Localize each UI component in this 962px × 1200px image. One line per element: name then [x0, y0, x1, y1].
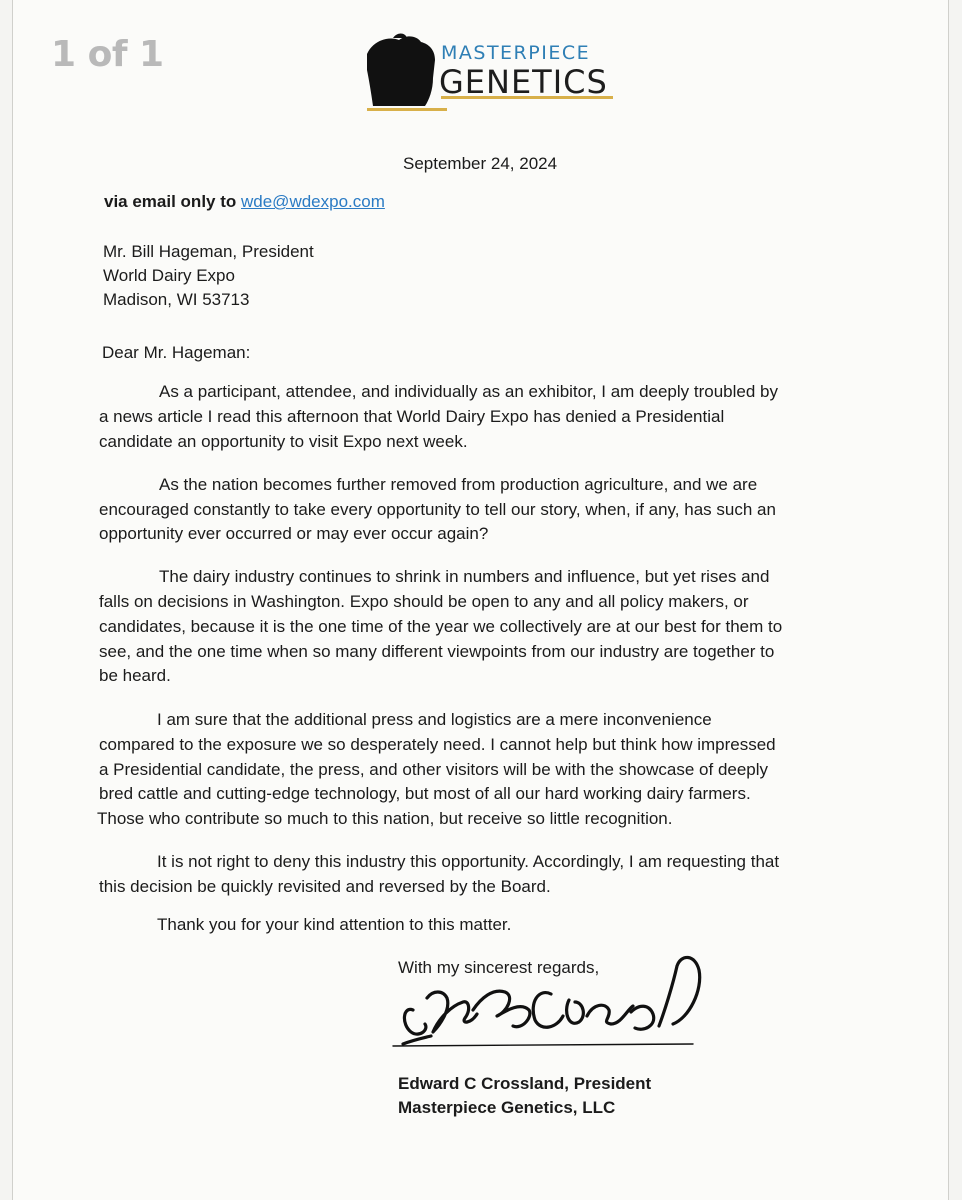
recipient-line: Mr. Bill Hageman, President — [103, 242, 314, 261]
body-line: bred cattle and cutting-edge technology, but most of all our hard working dairy farmers. — [99, 784, 751, 803]
body-line: As a participant, attendee, and individually as an exhibitor, I am deeply troubled by — [159, 382, 778, 401]
body-line: see, and the one time when so many different viewpoints from our industry are together to — [99, 642, 775, 661]
body-line: I am sure that the additional press and logistics are a mere inconvenience — [157, 710, 712, 729]
body-line: encouraged constantly to take every opportunity to tell our story, when, if any, has such an — [99, 500, 776, 519]
body-line: It is not right to deny this industry this opportunity. Accordingly, I am requesting that — [157, 852, 780, 871]
salutation: Dear Mr. Hageman: — [102, 343, 251, 362]
recipient-line: World Dairy Expo — [103, 266, 235, 285]
delivery-label: via email only to — [104, 192, 237, 211]
letter-date: September 24, 2024 — [403, 154, 558, 173]
body-line: a news article I read this afternoon that World Dairy Expo has denied a Presidential — [99, 407, 725, 426]
body-line: this decision be quickly revisited and reversed by the Board. — [99, 877, 551, 896]
signer-name: Edward C Crossland, President — [398, 1074, 652, 1093]
body-line: be heard. — [99, 666, 171, 685]
body-line: As the nation becomes further removed from production agriculture, and we are — [159, 475, 758, 494]
body-line: Those who contribute so much to this nation, but receive so little recognition. — [97, 809, 673, 828]
logo-wordmark-top: MASTERPIECE — [441, 42, 591, 64]
signer-company: Masterpiece Genetics, LLC — [398, 1098, 616, 1117]
body-line: candidate an opportunity to visit Expo next week. — [99, 432, 468, 451]
body-line: Thank you for your kind attention to this matter. — [157, 915, 512, 934]
page-counter: 1 of 1 — [51, 34, 164, 75]
body-line: The dairy industry continues to shrink in numbers and influence, but yet rises and — [159, 567, 770, 586]
delivery-line — [104, 190, 385, 214]
body-line: opportunity ever occurred or may ever occur again? — [99, 524, 489, 543]
body-line: compared to the exposure we so desperately need. I cannot help but think how impressed — [99, 735, 776, 754]
logo-wordmark-bottom: GENETICS — [439, 63, 608, 101]
body-line: falls on decisions in Washington. Expo should be open to any and all policy makers, or — [99, 592, 749, 611]
letter-page — [12, 0, 949, 1200]
email-link[interactable]: wde@wdexpo.com — [241, 192, 385, 211]
handwritten-signature-icon — [373, 940, 713, 1070]
recipient-line: Madison, WI 53713 — [103, 290, 250, 309]
body-line: a Presidential candidate, the press, and other visitors will be with the showcase of deeply — [99, 760, 769, 779]
body-line: candidates, because it is the one time of the year we collectively are at our best for them to — [99, 617, 783, 636]
closing: With my sincerest regards, — [398, 958, 600, 977]
